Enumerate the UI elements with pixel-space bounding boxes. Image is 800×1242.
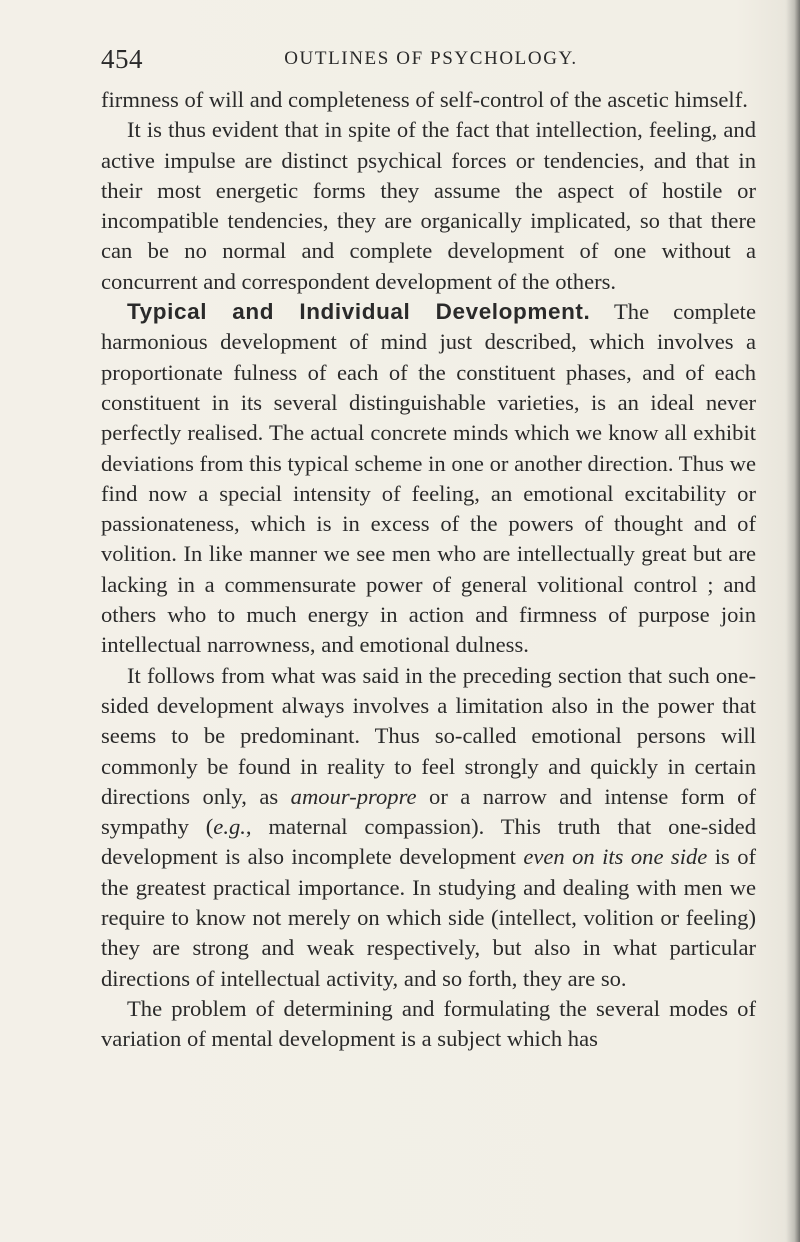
paragraph-intellection: It is thus evident that in spite of the fact that intellection, feeling, and active impulse are distinct psychical forces or tendencies, and that in their most energetic forms they assume the aspect of hostile or incompatible tendencies, they are organically implicated, so that there can be no normal and complete development of one without a concurrent and correspondent development of the others. [101, 117, 756, 294]
section-heading: Typical and Individual Development. [127, 299, 591, 325]
paragraph-one-sided-development [101, 661, 756, 994]
running-title: OUTLINES OF PSYCHOLOGY. [284, 48, 578, 69]
text-run: is of the greatest practical importance. In studying and dealing with men we require to know not merely on which side (intellect, volition or feeling) they are strong and weak respectively, but also in what particular directions of intellectual activity, and so forth, they are so. [101, 844, 757, 991]
paragraph-typical-development [101, 297, 756, 661]
page-edge-shadow [786, 0, 800, 1242]
italic-phrase: amour-propre [290, 783, 417, 809]
text-run: It follows from what was said in the preceding section that such one-sided development always involves a limitation also in the power that seems to be predominant. Thus so-called emotional persons will commonly be found in reality to feel strongly and quickly in certain directions only, as [101, 662, 756, 809]
paragraph-continuation: firmness of will and completeness of self-control of the ascetic himself. [101, 87, 748, 112]
italic-phrase: even on its one side [523, 844, 708, 870]
body-text [101, 85, 756, 1055]
paragraph-typical-development-text: The complete harmonious development of mind just described, which involves a proportionate fulness of each of the constituent phases, and of each constituent in its several distinguishable varieties, is an ideal never perfectly realised. The actual concrete minds which we know all exhibit deviations from this typical scheme in one or another direction. Thus we find now a special intensity of feeling, an emotional excitability or passionateness, which is in excess of the powers of thought and of volition. In like manner we see men who are intellectually great but are lacking in a commensurate power of general volitional control ; and others who to much energy in action and firmness of purpose join intellectual narrowness, and emotional dulness. [101, 299, 756, 658]
running-head [101, 40, 761, 80]
paragraph-variation-modes: The problem of determining and formulating the several modes of variation of mental development is a subject which has [101, 995, 756, 1052]
text-run: or a narrow and intense form of sympathy ( [101, 783, 756, 840]
italic-phrase: e.g. [213, 814, 246, 840]
text-run: , maternal compassion). This truth that one-sided development is also incomplete development [101, 814, 756, 870]
page-number: 454 [101, 44, 143, 74]
